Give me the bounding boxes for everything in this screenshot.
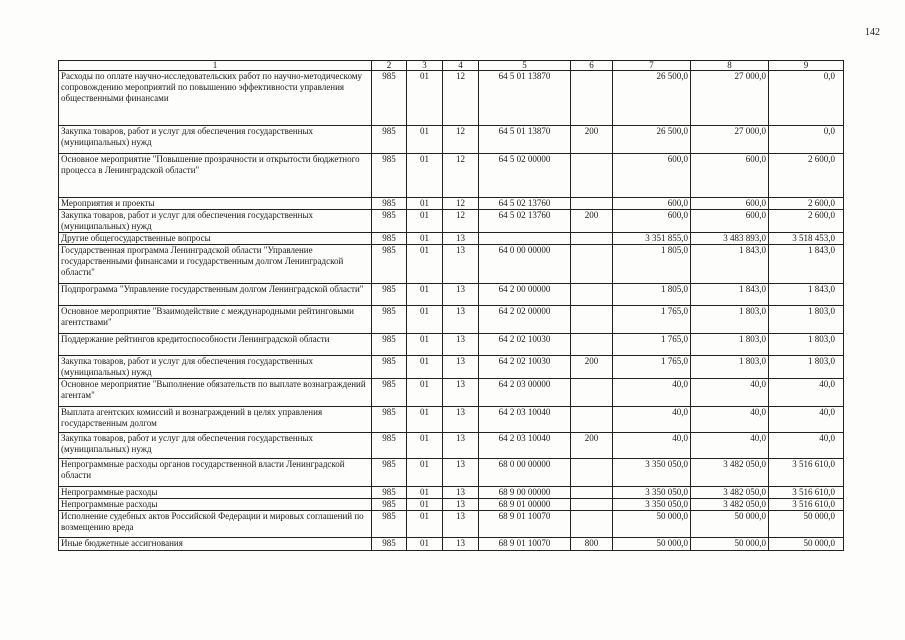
table-row: [59, 71, 844, 126]
column-header: 1: [59, 61, 372, 71]
amount-year2-cell: 600,0: [691, 154, 769, 198]
row-name-cell: Основное мероприятие "Взаимодействие с международными рейтинговыми агентствами": [59, 306, 372, 334]
table-row: [59, 499, 844, 511]
target-article-code-cell: 64 5 02 13760: [479, 198, 571, 210]
section-code-cell: 01: [407, 245, 443, 284]
target-article-code-cell: 64 2 00 00000: [479, 284, 571, 306]
main-admin-code-cell: 985: [372, 198, 407, 210]
amount-year2-cell: 1 843,0: [691, 245, 769, 284]
main-admin-code-cell: 985: [372, 487, 407, 499]
subsection-code-cell: 13: [443, 487, 479, 499]
row-name-cell: Закупка товаров, работ и услуг для обеспечения государственных (муниципальных) нужд: [59, 210, 372, 233]
amount-year3-cell: 3 518 453,0: [769, 233, 844, 245]
table-row: [59, 487, 844, 499]
subsection-code-cell: 12: [443, 126, 479, 154]
section-code-cell: 01: [407, 459, 443, 487]
table-row: [59, 356, 844, 379]
subsection-code-cell: 13: [443, 407, 479, 433]
amount-year2-cell: 3 482 050,0: [691, 487, 769, 499]
section-code-cell: 01: [407, 284, 443, 306]
subsection-code-cell: 12: [443, 71, 479, 126]
section-code-cell: 01: [407, 487, 443, 499]
amount-year2-cell: 1 803,0: [691, 356, 769, 379]
amount-year1-cell: 50 000,0: [613, 538, 691, 551]
amount-year2-cell: 40,0: [691, 407, 769, 433]
section-code-cell: 01: [407, 511, 443, 538]
amount-year1-cell: 40,0: [613, 433, 691, 459]
amount-year2-cell: 3 482 050,0: [691, 459, 769, 487]
main-admin-code-cell: 985: [372, 379, 407, 407]
section-code-cell: 01: [407, 306, 443, 334]
section-code-cell: 01: [407, 538, 443, 551]
target-article-code-cell: 64 2 03 10040: [479, 433, 571, 459]
amount-year1-cell: 26 500,0: [613, 71, 691, 126]
table-row: [59, 459, 844, 487]
target-article-code-cell: 64 2 03 10040: [479, 407, 571, 433]
main-admin-code-cell: 985: [372, 459, 407, 487]
amount-year3-cell: 40,0: [769, 407, 844, 433]
amount-year2-cell: 3 483 893,0: [691, 233, 769, 245]
row-name-cell: Непрограммные расходы органов государственной власти Ленинградской области: [59, 459, 372, 487]
expense-type-code-cell: 800: [571, 538, 613, 551]
row-name-cell: Другие общегосударственные вопросы: [59, 233, 372, 245]
subsection-code-cell: 13: [443, 379, 479, 407]
amount-year1-cell: 600,0: [613, 154, 691, 198]
amount-year2-cell: 27 000,0: [691, 71, 769, 126]
main-admin-code-cell: 985: [372, 154, 407, 198]
row-name-cell: Подпрограмма "Управление государственным долгом Ленинградской области": [59, 284, 372, 306]
row-name-cell: Закупка товаров, работ и услуг для обеспечения государственных (муниципальных) нужд: [59, 126, 372, 154]
amount-year1-cell: 600,0: [613, 198, 691, 210]
amount-year1-cell: 1 805,0: [613, 284, 691, 306]
column-header: 7: [613, 61, 691, 71]
row-name-cell: Расходы по оплате научно-исследовательских работ по научно-методическому сопровождению мероприятий по повышению эффективности управления общественными финансами: [59, 71, 372, 126]
target-article-code-cell: 64 5 02 13760: [479, 210, 571, 233]
column-header: 8: [691, 61, 769, 71]
subsection-code-cell: 12: [443, 198, 479, 210]
table-row: [59, 538, 844, 551]
amount-year2-cell: 1 843,0: [691, 284, 769, 306]
expense-type-code-cell: [571, 233, 613, 245]
expense-type-code-cell: [571, 334, 613, 356]
subsection-code-cell: 13: [443, 433, 479, 459]
table-row: [59, 154, 844, 198]
section-code-cell: 01: [407, 407, 443, 433]
subsection-code-cell: 13: [443, 538, 479, 551]
expense-type-code-cell: [571, 459, 613, 487]
row-name-cell: Основное мероприятие "Выполнение обязательств по выплате вознаграждений агентам": [59, 379, 372, 407]
table-row: [59, 379, 844, 407]
expense-type-code-cell: [571, 499, 613, 511]
amount-year3-cell: 50 000,0: [769, 538, 844, 551]
main-admin-code-cell: 985: [372, 356, 407, 379]
amount-year2-cell: 1 803,0: [691, 334, 769, 356]
expense-type-code-cell: [571, 511, 613, 538]
section-code-cell: 01: [407, 210, 443, 233]
row-name-cell: Основное мероприятие "Повышение прозрачности и открытости бюджетного процесса в Ленинградской области": [59, 154, 372, 198]
subsection-code-cell: 12: [443, 154, 479, 198]
amount-year3-cell: 40,0: [769, 379, 844, 407]
target-article-code-cell: 64 0 00 00000: [479, 245, 571, 284]
subsection-code-cell: 13: [443, 233, 479, 245]
row-name-cell: Поддержание рейтингов кредитоспособности Ленинградской области: [59, 334, 372, 356]
amount-year1-cell: 1 765,0: [613, 306, 691, 334]
amount-year3-cell: 1 843,0: [769, 284, 844, 306]
amount-year2-cell: 1 803,0: [691, 306, 769, 334]
amount-year1-cell: 3 350 050,0: [613, 459, 691, 487]
budget-table: [58, 60, 844, 551]
subsection-code-cell: 13: [443, 499, 479, 511]
target-article-code-cell: 68 9 01 10070: [479, 538, 571, 551]
amount-year2-cell: 600,0: [691, 210, 769, 233]
subsection-code-cell: 13: [443, 245, 479, 284]
target-article-code-cell: 64 2 02 00000: [479, 306, 571, 334]
row-name-cell: Закупка товаров, работ и услуг для обеспечения государственных (муниципальных) нужд: [59, 433, 372, 459]
section-code-cell: 01: [407, 71, 443, 126]
column-number-header-row: [59, 61, 844, 71]
table-row: [59, 126, 844, 154]
amount-year2-cell: 600,0: [691, 198, 769, 210]
main-admin-code-cell: 985: [372, 245, 407, 284]
expense-type-code-cell: [571, 379, 613, 407]
target-article-code-cell: 64 2 02 10030: [479, 356, 571, 379]
column-header: 6: [571, 61, 613, 71]
amount-year3-cell: 40,0: [769, 433, 844, 459]
target-article-code-cell: 68 9 00 00000: [479, 487, 571, 499]
row-name-cell: Непрограммные расходы: [59, 487, 372, 499]
column-header: 4: [443, 61, 479, 71]
row-name-cell: Иные бюджетные ассигнования: [59, 538, 372, 551]
amount-year1-cell: 1 765,0: [613, 356, 691, 379]
amount-year3-cell: 0,0: [769, 126, 844, 154]
column-header: 5: [479, 61, 571, 71]
expense-type-code-cell: [571, 487, 613, 499]
table-row: [59, 210, 844, 233]
amount-year3-cell: 1 803,0: [769, 306, 844, 334]
subsection-code-cell: 13: [443, 356, 479, 379]
table-row: [59, 433, 844, 459]
amount-year2-cell: 50 000,0: [691, 538, 769, 551]
subsection-code-cell: 13: [443, 284, 479, 306]
target-article-code-cell: 64 5 01 13870: [479, 126, 571, 154]
section-code-cell: 01: [407, 154, 443, 198]
column-header: 2: [372, 61, 407, 71]
amount-year2-cell: 40,0: [691, 433, 769, 459]
table-row: [59, 245, 844, 284]
amount-year2-cell: 27 000,0: [691, 126, 769, 154]
amount-year2-cell: 3 482 050,0: [691, 499, 769, 511]
table-row: [59, 407, 844, 433]
amount-year3-cell: 50 000,0: [769, 511, 844, 538]
amount-year3-cell: 2 600,0: [769, 210, 844, 233]
section-code-cell: 01: [407, 233, 443, 245]
amount-year3-cell: 3 516 610,0: [769, 499, 844, 511]
amount-year1-cell: 3 350 050,0: [613, 499, 691, 511]
table-row: [59, 511, 844, 538]
amount-year1-cell: 3 351 855,0: [613, 233, 691, 245]
main-admin-code-cell: 985: [372, 407, 407, 433]
section-code-cell: 01: [407, 433, 443, 459]
amount-year3-cell: 2 600,0: [769, 154, 844, 198]
section-code-cell: 01: [407, 499, 443, 511]
section-code-cell: 01: [407, 334, 443, 356]
amount-year1-cell: 50 000,0: [613, 511, 691, 538]
target-article-code-cell: 64 5 02 00000: [479, 154, 571, 198]
section-code-cell: 01: [407, 126, 443, 154]
main-admin-code-cell: 985: [372, 538, 407, 551]
amount-year3-cell: 2 600,0: [769, 198, 844, 210]
expense-type-code-cell: [571, 71, 613, 126]
column-header: 9: [769, 61, 844, 71]
column-header: 3: [407, 61, 443, 71]
amount-year3-cell: 0,0: [769, 71, 844, 126]
main-admin-code-cell: 985: [372, 233, 407, 245]
section-code-cell: 01: [407, 198, 443, 210]
expense-type-code-cell: [571, 284, 613, 306]
table-row: [59, 284, 844, 306]
expense-type-code-cell: [571, 306, 613, 334]
target-article-code-cell: 68 0 00 00000: [479, 459, 571, 487]
subsection-code-cell: 13: [443, 511, 479, 538]
target-article-code-cell: 64 5 01 13870: [479, 71, 571, 126]
expense-type-code-cell: 200: [571, 356, 613, 379]
section-code-cell: 01: [407, 356, 443, 379]
expense-type-code-cell: 200: [571, 126, 613, 154]
main-admin-code-cell: 985: [372, 334, 407, 356]
page-number: 142: [865, 27, 880, 38]
amount-year1-cell: 26 500,0: [613, 126, 691, 154]
expense-type-code-cell: [571, 407, 613, 433]
table-row: [59, 306, 844, 334]
table-row: [59, 198, 844, 210]
row-name-cell: Непрограммные расходы: [59, 499, 372, 511]
table-row: [59, 233, 844, 245]
row-name-cell: Выплата агентских комиссий и вознаграждений в целях управления государственным долгом: [59, 407, 372, 433]
expense-type-code-cell: [571, 245, 613, 284]
main-admin-code-cell: 985: [372, 284, 407, 306]
target-article-code-cell: 68 9 01 00000: [479, 499, 571, 511]
amount-year3-cell: 1 803,0: [769, 356, 844, 379]
row-name-cell: Мероприятия и проекты: [59, 198, 372, 210]
target-article-code-cell: 68 9 01 10070: [479, 511, 571, 538]
amount-year3-cell: 3 516 610,0: [769, 459, 844, 487]
main-admin-code-cell: 985: [372, 499, 407, 511]
row-name-cell: Государственная программа Ленинградской области "Управление государственными финансами и государственным долгом Ленинградской области": [59, 245, 372, 284]
subsection-code-cell: 12: [443, 210, 479, 233]
amount-year1-cell: 600,0: [613, 210, 691, 233]
main-admin-code-cell: 985: [372, 433, 407, 459]
target-article-code-cell: 64 2 03 00000: [479, 379, 571, 407]
subsection-code-cell: 13: [443, 334, 479, 356]
expense-type-code-cell: [571, 198, 613, 210]
amount-year1-cell: 1 805,0: [613, 245, 691, 284]
amount-year1-cell: 1 765,0: [613, 334, 691, 356]
amount-year3-cell: 1 843,0: [769, 245, 844, 284]
target-article-code-cell: 64 2 02 10030: [479, 334, 571, 356]
expense-type-code-cell: [571, 154, 613, 198]
amount-year2-cell: 50 000,0: [691, 511, 769, 538]
amount-year2-cell: 40,0: [691, 379, 769, 407]
main-admin-code-cell: 985: [372, 511, 407, 538]
subsection-code-cell: 13: [443, 306, 479, 334]
expense-type-code-cell: 200: [571, 433, 613, 459]
amount-year1-cell: 40,0: [613, 407, 691, 433]
row-name-cell: Закупка товаров, работ и услуг для обеспечения государственных (муниципальных) нужд: [59, 356, 372, 379]
main-admin-code-cell: 985: [372, 306, 407, 334]
table-row: [59, 334, 844, 356]
amount-year1-cell: 40,0: [613, 379, 691, 407]
amount-year1-cell: 3 350 050,0: [613, 487, 691, 499]
section-code-cell: 01: [407, 379, 443, 407]
subsection-code-cell: 13: [443, 459, 479, 487]
expense-type-code-cell: 200: [571, 210, 613, 233]
main-admin-code-cell: 985: [372, 71, 407, 126]
main-admin-code-cell: 985: [372, 210, 407, 233]
target-article-code-cell: [479, 233, 571, 245]
amount-year3-cell: 3 516 610,0: [769, 487, 844, 499]
row-name-cell: Исполнение судебных актов Российской Федерации и мировых соглашений по возмещению вреда: [59, 511, 372, 538]
amount-year3-cell: 1 803,0: [769, 334, 844, 356]
main-admin-code-cell: 985: [372, 126, 407, 154]
